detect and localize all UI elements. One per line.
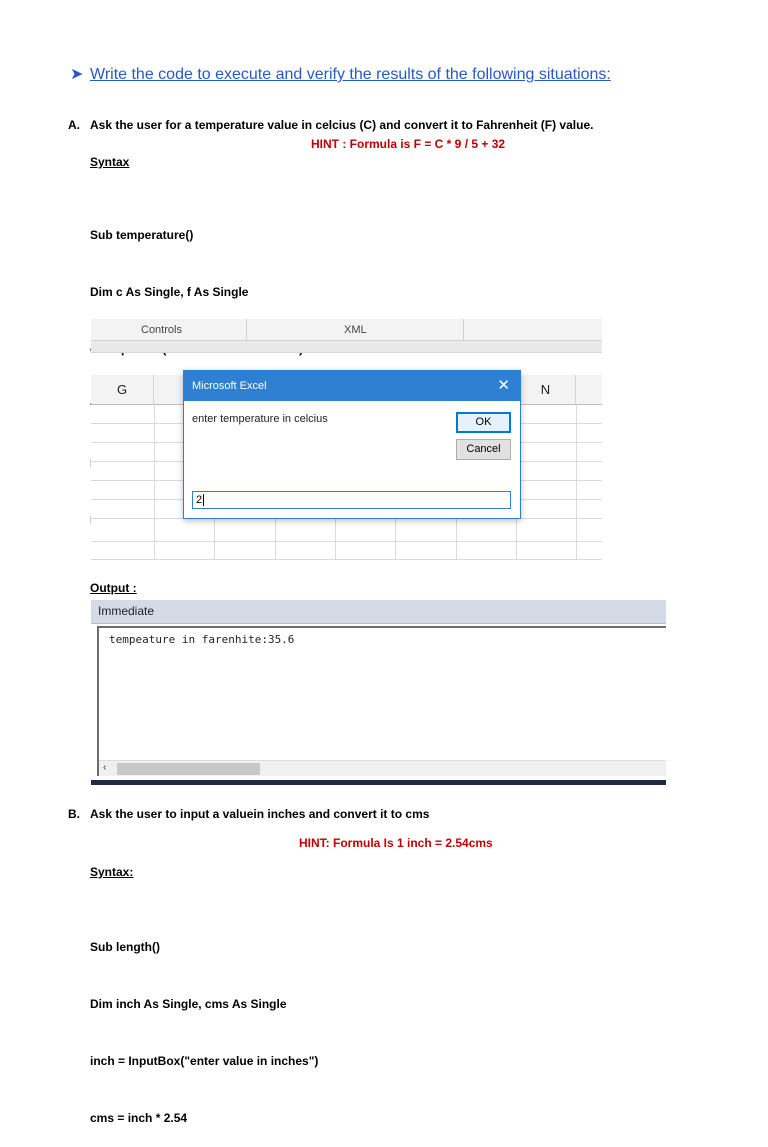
dialog-prompt: enter temperature in celcius bbox=[192, 413, 328, 425]
question-a-letter: A. bbox=[68, 118, 80, 132]
ok-button[interactable]: OK bbox=[456, 412, 511, 433]
syntax-a-label: Syntax bbox=[90, 155, 130, 169]
grid-line bbox=[91, 559, 602, 560]
dialog-input-field[interactable] bbox=[192, 491, 511, 509]
code-line: Sub length() bbox=[90, 940, 160, 954]
arrow-bullet-icon: ➤ bbox=[70, 66, 84, 83]
inputbox-dialog bbox=[183, 370, 521, 519]
hint-b: HINT: Formula Is 1 inch = 2.54cms bbox=[299, 836, 493, 850]
cancel-button[interactable]: Cancel bbox=[456, 439, 511, 460]
window-bottom-border bbox=[91, 780, 666, 785]
grid-line bbox=[154, 405, 155, 560]
code-line: inch = InputBox("enter value in inches") bbox=[90, 1054, 319, 1068]
scroll-left-icon[interactable]: ‹ bbox=[103, 762, 107, 773]
column-header-g[interactable]: G bbox=[91, 375, 154, 405]
close-icon[interactable]: ✕ bbox=[497, 377, 510, 394]
code-line: Sub temperature() bbox=[90, 228, 194, 242]
code-line: Dim inch As Single, cms As Single bbox=[90, 997, 287, 1011]
dialog-titlebar[interactable] bbox=[184, 371, 520, 401]
ribbon-group-xml[interactable]: XML bbox=[344, 324, 367, 336]
code-block-b bbox=[90, 900, 318, 1147]
main-heading-text: Write the code to execute and verify the results of the following situations: bbox=[90, 66, 611, 83]
ribbon-group-controls[interactable]: Controls bbox=[141, 324, 182, 336]
syntax-b-label: Syntax: bbox=[90, 865, 134, 879]
question-a bbox=[68, 118, 593, 132]
ribbon-separator bbox=[463, 319, 464, 341]
immediate-window bbox=[91, 600, 666, 785]
question-b-letter: B. bbox=[68, 807, 80, 821]
column-header[interactable] bbox=[154, 375, 184, 405]
input-value: 2 bbox=[196, 494, 203, 506]
scrollbar-thumb[interactable] bbox=[117, 763, 260, 775]
dialog-title: Microsoft Excel bbox=[192, 380, 267, 392]
code-line: cms = inch * 2.54 bbox=[90, 1111, 188, 1125]
immediate-output-text: tempeature in farenhite:35.6 bbox=[109, 633, 295, 646]
hint-a: HINT : Formula is F = C * 9 / 5 + 32 bbox=[311, 137, 506, 151]
grid-line bbox=[91, 541, 602, 542]
question-b-text: Ask the user to input a valuein inches and convert it to cms bbox=[90, 807, 430, 821]
output-label: Output : bbox=[90, 581, 137, 595]
code-line: Dim c As Single, f As Single bbox=[90, 285, 249, 299]
column-header[interactable] bbox=[576, 375, 602, 405]
grid-line bbox=[576, 405, 577, 560]
excel-ribbon bbox=[91, 319, 602, 341]
text-caret bbox=[203, 494, 204, 506]
ribbon-separator bbox=[246, 319, 247, 341]
question-b bbox=[68, 807, 429, 821]
question-a-text: Ask the user for a temperature value in celcius (C) and convert it to Fahrenheit (F) value. bbox=[90, 118, 594, 132]
immediate-window-title[interactable]: Immediate bbox=[91, 600, 666, 624]
column-header-n[interactable]: N bbox=[516, 375, 576, 405]
horizontal-scrollbar[interactable] bbox=[99, 760, 666, 776]
main-heading bbox=[70, 64, 611, 84]
immediate-window-body[interactable] bbox=[97, 626, 666, 776]
formula-bar-strip bbox=[91, 341, 602, 353]
